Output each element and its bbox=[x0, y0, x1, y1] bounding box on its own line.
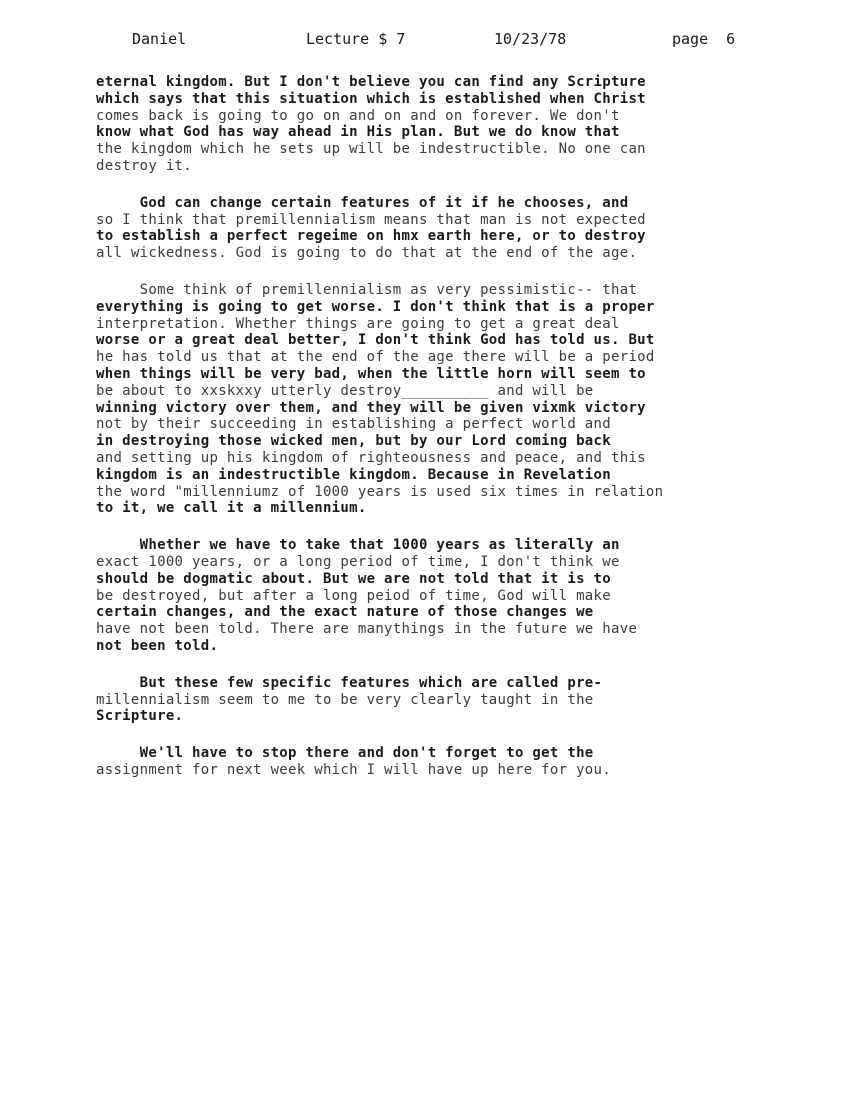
text-line: winning victory over them, and they will be given vixmk victory bbox=[96, 399, 646, 416]
text-line: But these few specific features which are called pre- bbox=[96, 674, 603, 691]
paragraph bbox=[96, 74, 776, 175]
text-line: not by their succeeding in establishing a perfect world and bbox=[96, 416, 611, 433]
text-line: be about to xxskxxy utterly destroy__________ and will be bbox=[96, 382, 594, 399]
text-line: exact 1000 years, or a long period of time, I don't think we bbox=[96, 553, 620, 570]
lecture-number: Lecture $ 7 bbox=[306, 30, 406, 48]
text-line: interpretation. Whether things are going to get a great deal bbox=[96, 315, 620, 332]
lecture-date: 10/23/78 bbox=[494, 30, 567, 48]
text-line: worse or a great deal better, I don't think God has told us. But bbox=[96, 332, 655, 349]
text-line: everything is going to get worse. I don't think that is a proper bbox=[96, 298, 655, 315]
text-line: certain changes, and the exact nature of those changes we bbox=[96, 604, 594, 621]
text-line: to it, we call it a millennium. bbox=[96, 500, 367, 517]
text-line: the kingdom which he sets up will be indestructible. No one can bbox=[96, 141, 646, 158]
text-line: not been told. bbox=[96, 637, 219, 654]
text-line: Whether we have to take that 1000 years as literally an bbox=[96, 537, 620, 554]
text-line: kingdom is an indestructible kingdom. Because in Revelation bbox=[96, 466, 611, 483]
text-line: eternal kingdom. But I don't believe you can find any Scripture bbox=[96, 74, 646, 90]
text-line: be destroyed, but after a long peiod of time, God will make bbox=[96, 587, 611, 604]
text-line: to establish a perfect regeime on hmx earth here, or to destroy bbox=[96, 228, 646, 245]
text-line: assignment for next week which I will have up here for you. bbox=[96, 761, 611, 778]
course-title: Daniel bbox=[132, 30, 187, 48]
text-line: millennialism seem to me to be very clearly taught in the bbox=[96, 691, 594, 708]
paragraph bbox=[96, 282, 776, 517]
text-line: We'll have to stop there and don't forget to get the bbox=[96, 745, 594, 762]
text-line: he has told us that at the end of the age there will be a period bbox=[96, 349, 655, 366]
paragraph bbox=[96, 745, 776, 779]
text-line: destroy it. bbox=[96, 157, 193, 174]
text-line: when things will be very bad, when the little horn will seem to bbox=[96, 365, 646, 382]
text-line: know what God has way ahead in His plan. But we do know that bbox=[96, 124, 620, 141]
page-header bbox=[0, 30, 854, 52]
text-line: all wickedness. God is going to do that at the end of the age. bbox=[96, 245, 638, 262]
text-line: should be dogmatic about. But we are not told that it is to bbox=[96, 570, 611, 587]
text-line: the word "millenniumz of 1000 years is used six times in relation bbox=[96, 483, 664, 500]
text-line: so I think that premillennialism means that man is not expected bbox=[96, 211, 646, 228]
text-line: God can change certain features of it if he chooses, and bbox=[96, 194, 629, 211]
text-line: and setting up his kingdom of righteousness and peace, and this bbox=[96, 449, 646, 466]
paragraph bbox=[96, 537, 776, 655]
paragraph bbox=[96, 675, 776, 725]
text-line: Some think of premillennialism as very pessimistic-- that bbox=[96, 281, 638, 298]
text-line: have not been told. There are manythings in the future we have bbox=[96, 621, 638, 638]
text-line: which says that this situation which is established when Christ bbox=[96, 90, 646, 107]
transcript-body bbox=[96, 74, 776, 799]
text-line: Scripture. bbox=[96, 708, 184, 725]
text-line: comes back is going to go on and on and on forever. We don't bbox=[96, 107, 620, 124]
text-line: in destroying those wicked men, but by our Lord coming back bbox=[96, 433, 611, 450]
page-number: page 6 bbox=[672, 30, 736, 48]
paragraph bbox=[96, 195, 776, 262]
